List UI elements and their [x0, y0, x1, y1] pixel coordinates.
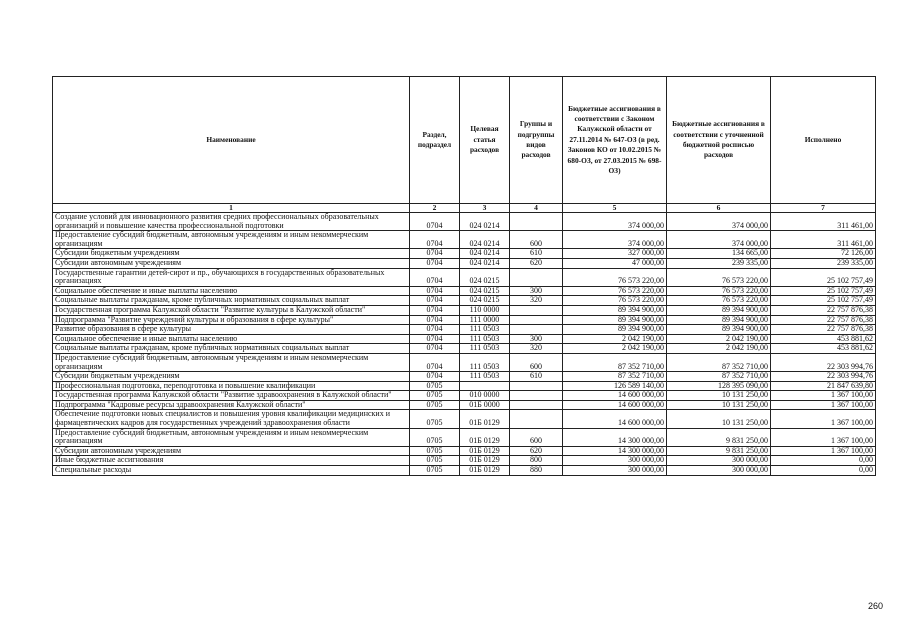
- row-target: 024 0215: [460, 286, 510, 296]
- row-assign1: 89 394 900,00: [563, 315, 667, 325]
- row-group: [510, 381, 563, 391]
- table-row: [53, 231, 876, 249]
- row-assign2: 300 000,00: [667, 456, 771, 466]
- row-assign1: 300 000,00: [563, 466, 667, 476]
- row-section: 0704: [410, 372, 460, 382]
- row-target: 01Б 0129: [460, 456, 510, 466]
- row-target: 111 0503: [460, 325, 510, 335]
- row-executed: 453 881,62: [771, 334, 876, 344]
- row-executed: 453 881,62: [771, 344, 876, 354]
- table-row: [53, 446, 876, 456]
- table-row: [53, 249, 876, 259]
- row-assign1: 327 000,00: [563, 249, 667, 259]
- row-assign1: 14 600 000,00: [563, 391, 667, 401]
- row-section: 0704: [410, 286, 460, 296]
- row-target: 111 0503: [460, 372, 510, 382]
- table-row: [53, 258, 876, 268]
- row-target: 024 0215: [460, 268, 510, 286]
- row-section: 0705: [410, 381, 460, 391]
- row-target: 01Б 0129: [460, 466, 510, 476]
- row-assign2: 87 352 710,00: [667, 353, 771, 371]
- column-number: 2: [410, 204, 460, 213]
- row-group: [510, 268, 563, 286]
- row-assign2: 300 000,00: [667, 466, 771, 476]
- header-assign1: Бюджетные ассигнования в соответствии с Законом Калужской области от 27.11.2014 № 647-ОЗ (в ред. Законов КО от 10.02.2015 № 680-ОЗ, от 27.03.2015 № 698-ОЗ): [563, 77, 667, 204]
- row-executed: 0,00: [771, 466, 876, 476]
- row-section: 0705: [410, 391, 460, 401]
- row-assign1: 76 573 220,00: [563, 296, 667, 306]
- row-section: 0704: [410, 213, 460, 231]
- table-row: [53, 286, 876, 296]
- row-name: Государственная программа Калужской области "Развитие здравоохранения в Калужской области": [53, 391, 410, 401]
- column-number: 4: [510, 204, 563, 213]
- table-row: [53, 466, 876, 476]
- budget-table: [52, 76, 876, 476]
- row-name: Предоставление субсидий бюджетным, автономным учреждениям и иным некоммерческим организациям: [53, 231, 410, 249]
- row-group: 300: [510, 286, 563, 296]
- row-section: 0704: [410, 315, 460, 325]
- table-row: [53, 325, 876, 335]
- row-name: Социальные выплаты гражданам, кроме публичных нормативных социальных выплат: [53, 344, 410, 354]
- row-group: 800: [510, 456, 563, 466]
- row-section: 0704: [410, 325, 460, 335]
- row-assign2: 9 831 250,00: [667, 428, 771, 446]
- header-executed: Исполнено: [771, 77, 876, 204]
- row-executed: 0,00: [771, 456, 876, 466]
- row-group: 610: [510, 249, 563, 259]
- row-assign1: 126 589 140,00: [563, 381, 667, 391]
- column-number-row: [53, 204, 876, 213]
- row-target: 111 0503: [460, 353, 510, 371]
- table-row: [53, 213, 876, 231]
- row-executed: 25 102 757,49: [771, 268, 876, 286]
- row-target: 01Б 0000: [460, 400, 510, 410]
- row-executed: 1 367 100,00: [771, 400, 876, 410]
- table-row: [53, 456, 876, 466]
- row-group: [510, 391, 563, 401]
- row-executed: 22 757 876,38: [771, 325, 876, 335]
- row-assign1: 300 000,00: [563, 456, 667, 466]
- row-group: 620: [510, 446, 563, 456]
- row-executed: 311 461,00: [771, 213, 876, 231]
- page-number: 260: [867, 601, 883, 611]
- column-number: 7: [771, 204, 876, 213]
- row-name: Предоставление субсидий бюджетным, автономным учреждениям и иным некоммерческим организациям: [53, 428, 410, 446]
- row-executed: 1 367 100,00: [771, 410, 876, 428]
- row-group: 600: [510, 231, 563, 249]
- table-row: [53, 410, 876, 428]
- row-name: Субсидии бюджетным учреждениям: [53, 249, 410, 259]
- row-assign2: 10 131 250,00: [667, 400, 771, 410]
- row-target: 111 0503: [460, 334, 510, 344]
- row-assign2: 76 573 220,00: [667, 286, 771, 296]
- row-group: 880: [510, 466, 563, 476]
- row-assign1: 47 000,00: [563, 258, 667, 268]
- row-name: Субсидии автономным учреждениям: [53, 446, 410, 456]
- row-target: 024 0214: [460, 231, 510, 249]
- row-section: 0704: [410, 249, 460, 259]
- row-assign1: 76 573 220,00: [563, 268, 667, 286]
- row-name: Социальные выплаты гражданам, кроме публичных нормативных социальных выплат: [53, 296, 410, 306]
- row-executed: 22 757 876,38: [771, 315, 876, 325]
- row-assign2: 374 000,00: [667, 231, 771, 249]
- row-executed: 239 335,00: [771, 258, 876, 268]
- row-target: 111 0000: [460, 315, 510, 325]
- row-group: 320: [510, 344, 563, 354]
- row-assign1: 87 352 710,00: [563, 353, 667, 371]
- table-row: [53, 400, 876, 410]
- row-assign2: 87 352 710,00: [667, 372, 771, 382]
- row-executed: 72 126,00: [771, 249, 876, 259]
- row-target: 024 0215: [460, 296, 510, 306]
- row-group: [510, 305, 563, 315]
- row-name: Подпрограмма "Кадровые ресурсы здравоохранения Калужской области": [53, 400, 410, 410]
- column-number: 1: [53, 204, 410, 213]
- row-section: 0704: [410, 296, 460, 306]
- row-executed: 25 102 757,49: [771, 286, 876, 296]
- row-group: 600: [510, 428, 563, 446]
- row-section: 0705: [410, 410, 460, 428]
- table-row: [53, 372, 876, 382]
- row-assign2: 134 665,00: [667, 249, 771, 259]
- row-assign2: 10 131 250,00: [667, 410, 771, 428]
- row-assign1: 14 600 000,00: [563, 400, 667, 410]
- row-name: Предоставление субсидий бюджетным, автономным учреждениям и иным некоммерческим организациям: [53, 353, 410, 371]
- row-section: 0704: [410, 334, 460, 344]
- row-assign1: 89 394 900,00: [563, 305, 667, 315]
- row-executed: 22 303 994,76: [771, 372, 876, 382]
- row-assign2: 76 573 220,00: [667, 268, 771, 286]
- row-name: Социальное обеспечение и иные выплаты населению: [53, 286, 410, 296]
- row-name: Государственные гарантии детей-сирот и пр., обучающихся в государственных образовательных организациях: [53, 268, 410, 286]
- table-row: [53, 268, 876, 286]
- row-executed: 1 367 100,00: [771, 391, 876, 401]
- row-assign1: 76 573 220,00: [563, 286, 667, 296]
- table-row: [53, 353, 876, 371]
- row-assign2: 89 394 900,00: [667, 315, 771, 325]
- row-target: [460, 381, 510, 391]
- header-section: Раздел, подраздел: [410, 77, 460, 204]
- header-name: Наименование: [53, 77, 410, 204]
- row-executed: 21 847 639,80: [771, 381, 876, 391]
- row-section: 0705: [410, 400, 460, 410]
- table-row: [53, 428, 876, 446]
- row-name: Иные бюджетные ассигнования: [53, 456, 410, 466]
- column-number: 6: [667, 204, 771, 213]
- row-group: 300: [510, 334, 563, 344]
- row-executed: 311 461,00: [771, 231, 876, 249]
- row-section: 0704: [410, 353, 460, 371]
- table-row: [53, 305, 876, 315]
- row-executed: 22 303 994,76: [771, 353, 876, 371]
- row-assign2: 76 573 220,00: [667, 296, 771, 306]
- row-group: [510, 213, 563, 231]
- row-assign2: 89 394 900,00: [667, 305, 771, 315]
- row-name: Государственная программа Калужской области "Развитие культуры в Калужской области": [53, 305, 410, 315]
- row-assign1: 87 352 710,00: [563, 372, 667, 382]
- row-name: Профессиональная подготовка, переподготовка и повышение квалификации: [53, 381, 410, 391]
- row-target: 01Б 0129: [460, 446, 510, 456]
- row-name: Подпрограмма "Развитие учреждений культуры и образования в сфере культуры": [53, 315, 410, 325]
- row-assign2: 2 042 190,00: [667, 344, 771, 354]
- header-target: Целевая статья расходов: [460, 77, 510, 204]
- row-target: 111 0503: [460, 344, 510, 354]
- table-row: [53, 315, 876, 325]
- header-assign2: Бюджетные ассигнования в соответствии с уточненной бюджетной росписью расходов: [667, 77, 771, 204]
- row-name: Создание условий для инновационного развития средних профессиональных образовательных организаций и повышение качества профессиональной подготовки: [53, 213, 410, 231]
- row-assign2: 374 000,00: [667, 213, 771, 231]
- row-assign2: 10 131 250,00: [667, 391, 771, 401]
- table-row: [53, 344, 876, 354]
- row-name: Субсидии автономным учреждениям: [53, 258, 410, 268]
- row-section: 0705: [410, 466, 460, 476]
- table-row: [53, 381, 876, 391]
- row-assign2: 239 335,00: [667, 258, 771, 268]
- row-name: Социальное обеспечение и иные выплаты населению: [53, 334, 410, 344]
- row-group: [510, 315, 563, 325]
- header-group: Группы и подгруппы видов расходов: [510, 77, 563, 204]
- row-group: [510, 410, 563, 428]
- row-assign1: 374 000,00: [563, 231, 667, 249]
- row-name: Специальные расходы: [53, 466, 410, 476]
- row-target: 024 0214: [460, 258, 510, 268]
- row-section: 0705: [410, 428, 460, 446]
- row-target: 010 0000: [460, 391, 510, 401]
- row-group: [510, 400, 563, 410]
- table-row: [53, 391, 876, 401]
- row-section: 0704: [410, 268, 460, 286]
- row-target: 110 0000: [460, 305, 510, 315]
- row-assign1: 14 600 000,00: [563, 410, 667, 428]
- row-assign2: 2 042 190,00: [667, 334, 771, 344]
- row-assign2: 128 395 090,00: [667, 381, 771, 391]
- row-name: Субсидии бюджетным учреждениям: [53, 372, 410, 382]
- table-row: [53, 334, 876, 344]
- row-executed: 22 757 876,38: [771, 305, 876, 315]
- row-group: 320: [510, 296, 563, 306]
- row-group: 610: [510, 372, 563, 382]
- row-group: 600: [510, 353, 563, 371]
- row-assign1: 89 394 900,00: [563, 325, 667, 335]
- row-assign1: 14 300 000,00: [563, 428, 667, 446]
- row-section: 0704: [410, 231, 460, 249]
- row-section: 0705: [410, 456, 460, 466]
- row-section: 0704: [410, 258, 460, 268]
- row-assign1: 14 300 000,00: [563, 446, 667, 456]
- budget-sheet: [52, 76, 875, 476]
- row-section: 0705: [410, 446, 460, 456]
- row-name: Развитие образования в сфере культуры: [53, 325, 410, 335]
- table-row: [53, 296, 876, 306]
- column-number: 5: [563, 204, 667, 213]
- row-assign1: 2 042 190,00: [563, 344, 667, 354]
- row-target: 01Б 0129: [460, 410, 510, 428]
- column-number: 3: [460, 204, 510, 213]
- row-target: 024 0214: [460, 213, 510, 231]
- row-executed: 1 367 100,00: [771, 446, 876, 456]
- row-assign1: 2 042 190,00: [563, 334, 667, 344]
- row-section: 0704: [410, 344, 460, 354]
- row-executed: 25 102 757,49: [771, 296, 876, 306]
- row-section: 0704: [410, 305, 460, 315]
- row-assign2: 89 394 900,00: [667, 325, 771, 335]
- row-target: 01Б 0129: [460, 428, 510, 446]
- row-executed: 1 367 100,00: [771, 428, 876, 446]
- row-assign1: 374 000,00: [563, 213, 667, 231]
- row-group: 620: [510, 258, 563, 268]
- row-group: [510, 325, 563, 335]
- row-name: Обеспечение подготовки новых специалистов и повышения уровня квалификации медицинских и фармацевтических кадров для государственных учреждений здравоохранения области: [53, 410, 410, 428]
- row-assign2: 9 831 250,00: [667, 446, 771, 456]
- header-row: [53, 77, 876, 204]
- row-target: 024 0214: [460, 249, 510, 259]
